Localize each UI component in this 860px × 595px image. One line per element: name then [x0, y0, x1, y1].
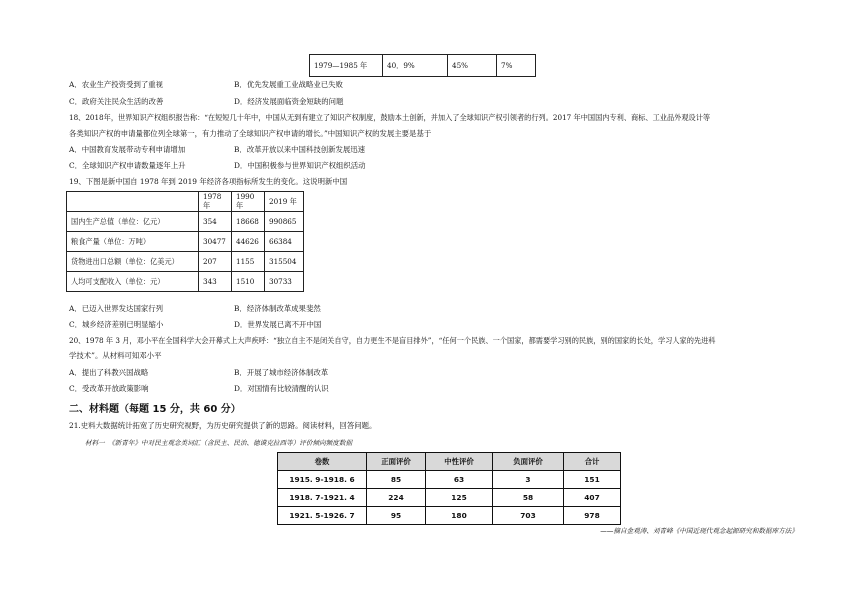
- table-cell: 合计: [564, 453, 621, 471]
- table-row: [310, 55, 536, 77]
- table-cell: 2019 年: [265, 192, 304, 212]
- table-cell: 负面评价: [493, 453, 564, 471]
- q21-source: ——摘自金观涛、刘青峰《中国近现代观念起源研究和数据库方法》: [600, 527, 798, 535]
- table-cell: 58: [493, 489, 564, 507]
- q19-option-a: A．已迈入世界发达国家行列: [69, 304, 164, 313]
- table-row: [67, 212, 304, 232]
- table-row: [278, 507, 621, 525]
- table-cell: 125: [426, 489, 493, 507]
- table-cell: 18668: [232, 212, 265, 232]
- table-row: [278, 471, 621, 489]
- table-cell: 卷数: [278, 453, 367, 471]
- table-cell: 180: [426, 507, 493, 525]
- q20-stem-line1: 20、1978 年 3 月，邓小平在全国科学大会开幕式上大声疾呼：“独立自主不是闭关自守，自力更生不是盲目排外”，“任何一个民族、一个国家，都需要学习别的民族，别的国家的长处，学习人家的先进科: [69, 336, 716, 345]
- table-row: [67, 232, 304, 252]
- table-row: [67, 192, 304, 212]
- table-cell: 1978 年: [199, 192, 232, 212]
- table-cell: 978: [564, 507, 621, 525]
- table-cell: 207: [199, 252, 232, 272]
- table-cell: 40．9%: [383, 55, 448, 77]
- table-cell: 30477: [199, 232, 232, 252]
- table-cell: 703: [493, 507, 564, 525]
- q20-option-b: B．开展了城市经济体制改革: [234, 368, 329, 377]
- q20-option-d: D．对国情有比较清醒的认识: [234, 384, 329, 393]
- table-cell: [67, 192, 199, 212]
- q17-option-b: B．优先发展重工业战略业已失败: [234, 80, 343, 89]
- table-cell: 1155: [232, 252, 265, 272]
- q20-option-c: C．受改革开放政策影响: [69, 384, 149, 393]
- table-cell: 1510: [232, 272, 265, 292]
- top-table: [309, 54, 536, 77]
- table-cell: 44626: [232, 232, 265, 252]
- table-row: [67, 252, 304, 272]
- q18-option-c: C．全球知识产权申请数量逐年上升: [69, 161, 186, 170]
- table-cell: 95: [367, 507, 426, 525]
- section-title: 二、材料题（每题 15 分，共 60 分）: [69, 404, 241, 415]
- q19-option-d: D．世界发展已离不开中国: [234, 320, 322, 329]
- table-cell: 354: [199, 212, 232, 232]
- q18-option-a: A．中国教育发展带动专利申请增加: [69, 145, 186, 154]
- table-cell: 990865: [265, 212, 304, 232]
- table-cell: 国内生产总值（单位：亿元）: [67, 212, 199, 232]
- table-row: [278, 489, 621, 507]
- q18-stem-line2: 各类知识产权的申请量都位列全球第一，有力推动了全球知识产权申请的增长。”中国知识产权的发展主要是基于: [69, 129, 432, 138]
- table-cell: 1990 年: [232, 192, 265, 212]
- table-cell: 1979—1985 年: [310, 55, 383, 77]
- table-cell: 45%: [448, 55, 497, 77]
- table-cell: 3: [493, 471, 564, 489]
- table-cell: 343: [199, 272, 232, 292]
- table-cell: 30733: [265, 272, 304, 292]
- q17-option-c: C．政府关注民众生活的改善: [69, 97, 164, 106]
- q17-option-a: A．农业生产投资受到了重视: [69, 80, 164, 89]
- table-cell: 151: [564, 471, 621, 489]
- table-cell: 66384: [265, 232, 304, 252]
- q21-material-title: 材料一 《新青年》中对民主观念类词汇（含民主、民治、德谟克拉西等）评价倾向频度数据: [85, 439, 353, 447]
- q18-option-d: D．中国积极参与世界知识产权组织活动: [234, 161, 366, 170]
- table-row: [67, 272, 304, 292]
- table-row: [278, 453, 621, 471]
- q21-table: [277, 452, 621, 525]
- q19-stem: 19、下图是新中国自 1978 年到 2019 年经济各项指标所发生的变化。这说明新中国: [69, 177, 348, 186]
- q21-stem: 21.史料大数据统计拓宽了历史研究视野，为历史研究提供了新的思路。阅读材料，回答问题。: [69, 421, 377, 430]
- table-cell: 货物进出口总额（单位：亿美元）: [67, 252, 199, 272]
- table-cell: 407: [564, 489, 621, 507]
- q19-option-c: C．城乡经济差别已明显缩小: [69, 320, 164, 329]
- table-cell: 人均可支配收入（单位：元）: [67, 272, 199, 292]
- q20-stem-line2: 学技术”。从材料可知邓小平: [69, 351, 162, 360]
- q17-option-d: D．经济发展面临资金短缺的问题: [234, 97, 344, 106]
- table-cell: 1918. 7-1921. 4: [278, 489, 367, 507]
- table-cell: 中性评价: [426, 453, 493, 471]
- table-cell: 315504: [265, 252, 304, 272]
- q18-stem-line1: 18、2018年，世界知识产权组织报告称：“在短短几十年中，中国从无到有建立了知识产权制度，鼓励本土创新，并加入了全球知识产权引领者的行列。2017 年中国国内专利、商标、工业品外观设计等: [69, 113, 711, 122]
- q19-table: [66, 191, 304, 292]
- q18-option-b: B．改革开放以来中国科技创新发展迅速: [234, 145, 366, 154]
- table-cell: 7%: [497, 55, 536, 77]
- q19-option-b: B．经济体制改革成果斐然: [234, 304, 321, 313]
- table-cell: 224: [367, 489, 426, 507]
- table-cell: 63: [426, 471, 493, 489]
- q20-option-a: A．提出了科教兴国战略: [69, 368, 149, 377]
- table-cell: 1921. 5-1926. 7: [278, 507, 367, 525]
- table-cell: 粮食产量（单位：万吨）: [67, 232, 199, 252]
- table-cell: 正面评价: [367, 453, 426, 471]
- table-cell: 85: [367, 471, 426, 489]
- table-cell: 1915. 9-1918. 6: [278, 471, 367, 489]
